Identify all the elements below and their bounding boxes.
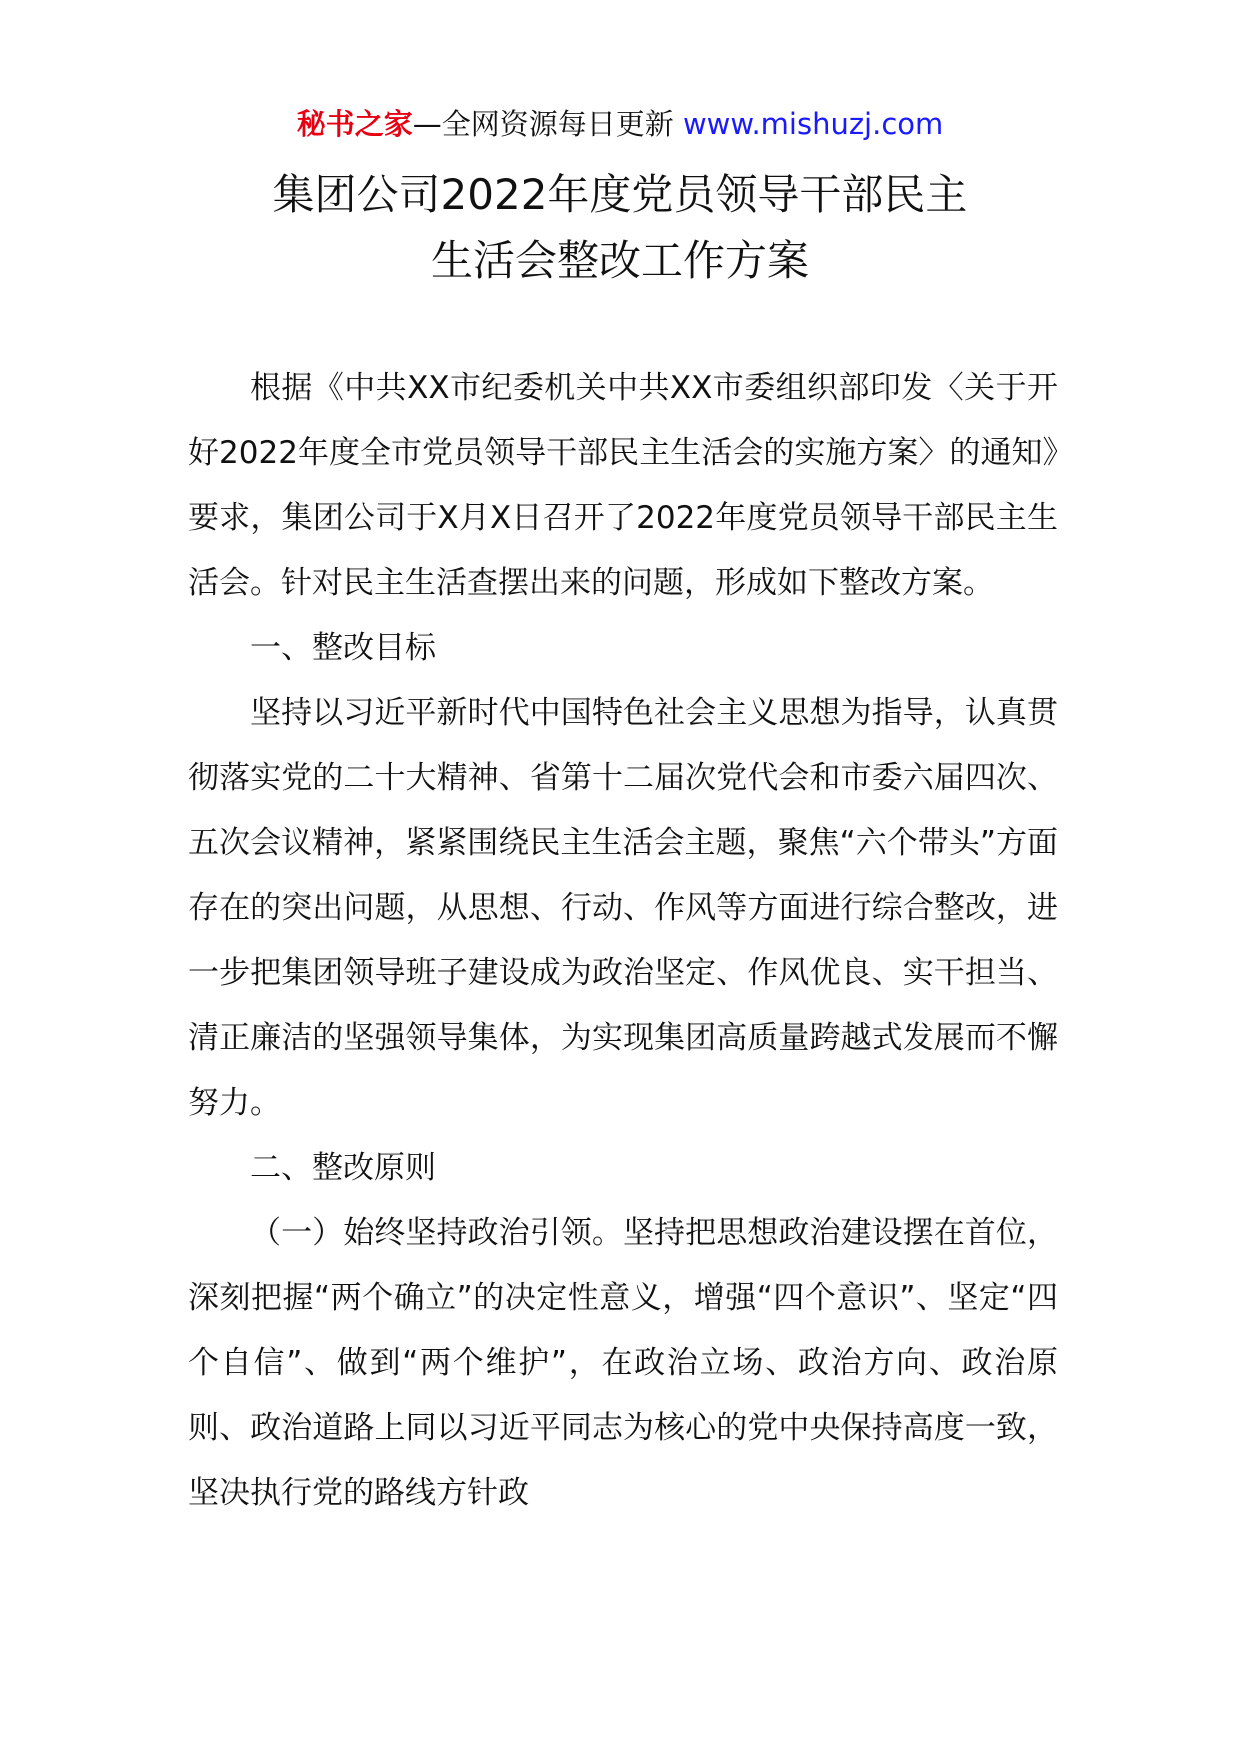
site-header: [0, 100, 1240, 148]
site-brand: 秘书之家: [296, 107, 413, 141]
section-heading-principles: 二、整改原则: [250, 1150, 436, 1186]
site-url-link[interactable]: www.mishuzj.com: [682, 107, 944, 141]
title-line-1: 集团公司2022年度党员领导干部民主: [272, 170, 968, 219]
document-title: [0, 162, 1240, 294]
intro-paragraph: 根据《中共XX市纪委机关中共XX市委组织部印发〈关于开好2022年度全市党员领导干部民主生活会的实施方案〉的通知》要求，集团公司于X月X日召开了2022年度党员领导干部民主生活会。针对民主生活查摆出来的问题，形成如下整改方案。: [188, 370, 1058, 601]
site-slogan: —全网资源每日更新: [412, 107, 674, 141]
section-heading-goals: 一、整改目标: [250, 630, 436, 666]
principle-item-1: （一）始终坚持政治引领。坚持把思想政治建设摆在首位，深刻把握“两个确立”的决定性意义，增强“四个意识”、坚定“四个自信”、做到“两个维护”，在政治立场、政治方向、政治原则、政治道路上同以习近平同志为核心的党中央保持高度一致，坚决执行党的路线方针政: [188, 1215, 1058, 1511]
document-body: [188, 356, 1058, 1526]
goals-paragraph: 坚持以习近平新时代中国特色社会主义思想为指导，认真贯彻落实党的二十大精神、省第十二届次党代会和市委六届四次、五次会议精神，紧紧围绕民主生活会主题，聚焦“六个带头”方面存在的突出问题，从思想、行动、作风等方面进行综合整改，进一步把集团领导班子建设成为政治坚定、作风优良、实干担当、清正廉洁的坚强领导集体，为实现集团高质量跨越式发展而不懈努力。: [188, 695, 1058, 1121]
title-line-2: 生活会整改工作方案: [430, 236, 809, 285]
